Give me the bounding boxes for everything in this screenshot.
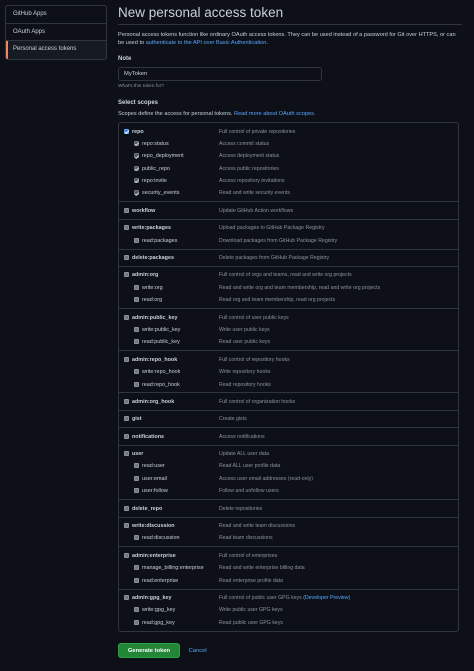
scope-description: [219, 129, 295, 135]
scope-row: [119, 222, 458, 234]
scope-description: [219, 208, 293, 214]
scope-row: [119, 431, 458, 443]
scopes-desc-text: Scopes define the access for personal tokens.: [118, 111, 234, 117]
scope-description: [219, 297, 335, 303]
scope-name: security_events: [142, 190, 180, 197]
scope-description: [219, 399, 295, 405]
scope-group: [119, 123, 458, 202]
scope-description: [219, 255, 329, 261]
scope-name: write:org: [142, 284, 163, 291]
scope-description: [219, 416, 247, 422]
scope-row: [119, 187, 458, 199]
scope-row: [119, 366, 458, 378]
scope-description-text: Update ALL user data: [219, 451, 269, 458]
scope-row: [119, 562, 458, 574]
scope-name: admin:org: [132, 272, 159, 279]
scope-checkbox[interactable]: [134, 190, 139, 195]
scope-group: [119, 309, 458, 351]
scope-row: [119, 520, 458, 532]
scope-row: [119, 150, 458, 162]
scope-description-text: Download packages from GitHub Package Registry: [219, 237, 338, 244]
scope-checkbox[interactable]: [134, 382, 139, 387]
scope-checkbox[interactable]: [134, 476, 139, 481]
scope-description: [219, 382, 271, 388]
scope-checkbox[interactable]: [134, 297, 139, 302]
scope-description: [219, 506, 262, 512]
scope-name: user:follow: [142, 488, 168, 495]
scope-checkbox[interactable]: [134, 285, 139, 290]
scope-group: [119, 351, 458, 393]
scope-description: [219, 476, 313, 482]
scope-description-text: Read and write security events: [219, 190, 290, 197]
scope-checkbox[interactable]: [124, 225, 129, 230]
scope-name: workflow: [132, 207, 156, 214]
scope-checkbox[interactable]: [124, 416, 129, 421]
scopes-list: [118, 122, 459, 632]
scope-checkbox[interactable]: [124, 506, 129, 511]
scope-row: [119, 312, 458, 324]
scope-description: [219, 434, 265, 440]
scope-checkbox[interactable]: [124, 315, 129, 320]
scope-name: repo: [132, 128, 144, 135]
scope-description: [219, 141, 269, 147]
scope-group: [119, 428, 458, 445]
scope-description-text: Full control of orgs and teams, read and write org projects: [219, 272, 352, 279]
scope-name: read:discussion: [142, 535, 180, 542]
scope-checkbox[interactable]: [124, 357, 129, 362]
scope-name: notifications: [132, 433, 165, 440]
scope-checkbox[interactable]: [124, 434, 129, 439]
scope-description-text: Read user public keys: [219, 339, 271, 346]
note-label: Note: [118, 56, 132, 62]
scope-row: [119, 550, 458, 562]
scope-name: admin:enterprise: [132, 552, 176, 559]
scope-checkbox[interactable]: [134, 141, 139, 146]
scope-description: [219, 315, 289, 321]
scope-name: write:public_key: [142, 326, 181, 333]
scope-description-text: Access deployment status: [219, 153, 280, 160]
developer-preview-link[interactable]: (Developer Preview): [303, 595, 351, 601]
scope-checkbox[interactable]: [134, 463, 139, 468]
scope-group: [119, 267, 458, 309]
scope-group: [119, 547, 458, 589]
scope-description-text: Read org and team membership, read org projects: [219, 297, 336, 304]
scope-description: [219, 369, 271, 375]
scope-group: [119, 411, 458, 428]
scope-description-text: Update GitHub Action workflows: [219, 207, 294, 214]
scope-checkbox[interactable]: [134, 578, 139, 583]
scope-row: [119, 138, 458, 150]
scope-description-text: Full control of private repositories: [219, 128, 296, 135]
scope-checkbox[interactable]: [124, 255, 129, 260]
scope-name: admin:public_key: [132, 314, 178, 321]
scope-name: read:user: [142, 463, 165, 470]
scope-group: [119, 518, 458, 548]
scope-description: [219, 339, 270, 345]
scope-description: [219, 565, 305, 571]
scope-row: [119, 485, 458, 497]
scope-description-text: Access commit status: [219, 140, 270, 147]
scopes-description: [118, 111, 462, 117]
scope-name: delete:packages: [132, 255, 174, 262]
scope-name: write:packages: [132, 225, 171, 232]
scope-name: write:discussion: [132, 523, 175, 530]
scope-name: read:org: [142, 297, 163, 304]
settings-sidebar: [5, 5, 107, 60]
scope-description-text: Access repository invitations: [219, 178, 285, 185]
scope-name: repo_deployment: [142, 153, 184, 160]
scope-description: [219, 553, 277, 559]
scope-description-text: Full control of repository hooks: [219, 356, 290, 363]
scope-description-text: Read public user GPG keys: [219, 619, 284, 626]
note-input[interactable]: [118, 67, 322, 81]
scope-name: write:repo_hook: [142, 369, 181, 376]
scope-name: gist: [132, 416, 142, 423]
scope-description: [219, 285, 380, 291]
scope-description-text: Read and write enterprise billing data: [219, 565, 305, 572]
scope-description-text: Write repository hooks: [219, 369, 271, 376]
scope-description-text: Read team discussions: [219, 535, 273, 542]
scope-row: [119, 175, 458, 187]
scope-checkbox[interactable]: [134, 178, 139, 183]
page-title: New personal access token: [118, 0, 462, 25]
scope-name: user:email: [142, 475, 167, 482]
scope-row: [119, 269, 458, 281]
scope-checkbox[interactable]: [124, 129, 129, 134]
scope-description-text: Read and write team discussions: [219, 523, 296, 530]
scope-description-text: Read ALL user profile data: [219, 463, 281, 470]
scope-description: [219, 225, 325, 231]
scope-description: [219, 578, 283, 584]
scope-row: [119, 448, 458, 460]
scope-checkbox[interactable]: [134, 369, 139, 374]
scope-row: [119, 396, 458, 408]
scope-name: read:repo_hook: [142, 381, 180, 388]
scope-row: [119, 235, 458, 247]
scope-description-text: Delete repositories: [219, 505, 263, 512]
scope-description: [219, 190, 290, 196]
scope-description-text: Full control of user public keys: [219, 314, 289, 321]
scope-description: [219, 327, 270, 333]
scope-description-text: Upload packages to GitHub Package Registry: [219, 225, 325, 232]
scope-description-text: Full control of organization hooks: [219, 398, 296, 405]
scope-row: [119, 282, 458, 294]
scope-description: [219, 357, 290, 363]
scope-row: [119, 126, 458, 138]
scope-checkbox[interactable]: [134, 238, 139, 243]
scope-group: [119, 590, 458, 631]
scope-description-text: Follow and unfollow users: [219, 488, 279, 495]
scope-group: [119, 220, 458, 250]
scope-checkbox[interactable]: [134, 620, 139, 625]
scope-description-text: Full control of public user GPG keys: [219, 595, 304, 601]
scope-description: [219, 463, 280, 469]
scope-row: [119, 532, 458, 544]
oauth-scopes-link[interactable]: Read more about OAuth scopes.: [233, 111, 316, 117]
scope-description: [219, 523, 295, 529]
scope-name: admin:gpg_key: [132, 595, 172, 601]
scope-row: [119, 503, 458, 515]
scope-row: [119, 354, 458, 366]
scope-row: [119, 592, 458, 604]
scope-description-text: Write user public keys: [219, 326, 270, 333]
scope-name: read:enterprise: [142, 577, 179, 584]
scope-row: [119, 294, 458, 306]
scope-checkbox[interactable]: [124, 523, 129, 528]
scope-row: [119, 336, 458, 348]
scopes-label: Select scopes: [118, 100, 159, 106]
scope-row: [119, 473, 458, 485]
scope-checkbox[interactable]: [134, 535, 139, 540]
scope-checkbox[interactable]: [124, 553, 129, 558]
scope-row: [119, 460, 458, 472]
scope-description: [219, 238, 337, 244]
scope-description-text: Read enterprise profile data: [219, 577, 284, 584]
scope-checkbox[interactable]: [134, 166, 139, 171]
generate-token-button[interactable]: Generate token: [118, 643, 180, 658]
scope-row: [119, 604, 458, 616]
scope-group: [119, 446, 458, 501]
scope-name: read:public_key: [142, 339, 180, 346]
scope-name: repo:status: [142, 140, 169, 147]
scope-group: [119, 250, 458, 267]
scope-group: [119, 202, 458, 219]
scope-group: [119, 393, 458, 410]
scope-name: repo:invite: [142, 178, 167, 185]
basic-auth-link[interactable]: authenticate to the API over Basic Authentication: [145, 40, 267, 46]
scope-checkbox[interactable]: [124, 451, 129, 456]
scope-checkbox[interactable]: [124, 399, 129, 404]
scope-name: public_repo: [142, 165, 170, 172]
scope-description-text: Access public repositories: [219, 165, 279, 172]
sidebar-item-personal-access-tokens[interactable]: Personal access tokens: [6, 41, 106, 59]
intro-text: [118, 31, 462, 47]
scope-name: read:packages: [142, 237, 178, 244]
scope-checkbox[interactable]: [134, 607, 139, 612]
scope-description: [219, 153, 279, 159]
scope-checkbox[interactable]: [124, 272, 129, 277]
scope-description: [219, 272, 352, 278]
scope-name: user: [132, 451, 144, 458]
cancel-link[interactable]: Cancel: [188, 647, 207, 654]
scope-checkbox[interactable]: [124, 595, 129, 600]
scope-row: [119, 617, 458, 629]
scope-description-text: Delete packages from GitHub Package Registry: [219, 255, 330, 262]
scope-description-text: Access user email addresses (read-only): [219, 475, 313, 482]
scope-description-text: Create gists: [219, 416, 247, 423]
scope-description-text: Full control of enterprises: [219, 552, 278, 559]
scope-row: [119, 324, 458, 336]
scope-checkbox[interactable]: [124, 208, 129, 213]
scope-group: [119, 500, 458, 517]
scope-checkbox[interactable]: [134, 153, 139, 158]
scope-description: [219, 178, 284, 184]
scope-row: [119, 205, 458, 217]
note-hint: What's this token for?: [118, 84, 164, 89]
scope-name: delete_repo: [132, 505, 163, 512]
scope-row: [119, 163, 458, 175]
intro-body: Personal access tokens function like ordinary OAuth access tokens. They can be used instead of a password for Git over HTTPS, or can be used to: [118, 32, 456, 46]
scope-description-text: Read and write org and team membership, read and write org projects: [219, 284, 381, 291]
scope-row: [119, 379, 458, 391]
scope-row: [119, 575, 458, 587]
scope-description: [219, 535, 273, 541]
scope-description-text: Read repository hooks: [219, 381, 271, 388]
scope-checkbox[interactable]: [134, 339, 139, 344]
sidebar-item-github-apps[interactable]: GitHub Apps: [6, 6, 106, 24]
scope-name: manage_billing:enterprise: [142, 565, 204, 572]
scope-checkbox[interactable]: [134, 488, 139, 493]
intro-suffix: .: [266, 40, 268, 46]
scope-description: [219, 607, 283, 613]
scope-description: [219, 488, 279, 494]
scope-description: [219, 451, 269, 457]
scope-checkbox[interactable]: [134, 327, 139, 332]
scope-description: [219, 620, 283, 626]
scope-name: write:gpg_key: [142, 607, 176, 614]
scope-name: read:gpg_key: [142, 619, 175, 626]
sidebar-item-oauth-apps[interactable]: OAuth Apps: [6, 24, 106, 42]
main-content: [118, 0, 462, 632]
scope-row: [119, 252, 458, 264]
form-actions: [118, 643, 207, 658]
scope-description: [219, 166, 279, 172]
scope-description: [219, 595, 350, 601]
scope-name: admin:org_hook: [132, 398, 175, 405]
scope-name: admin:repo_hook: [132, 356, 178, 363]
scope-description-text: Write public user GPG keys: [219, 607, 283, 614]
scope-description-text: Access notifications: [219, 433, 265, 440]
scope-checkbox[interactable]: [134, 565, 139, 570]
scope-row: [119, 413, 458, 425]
